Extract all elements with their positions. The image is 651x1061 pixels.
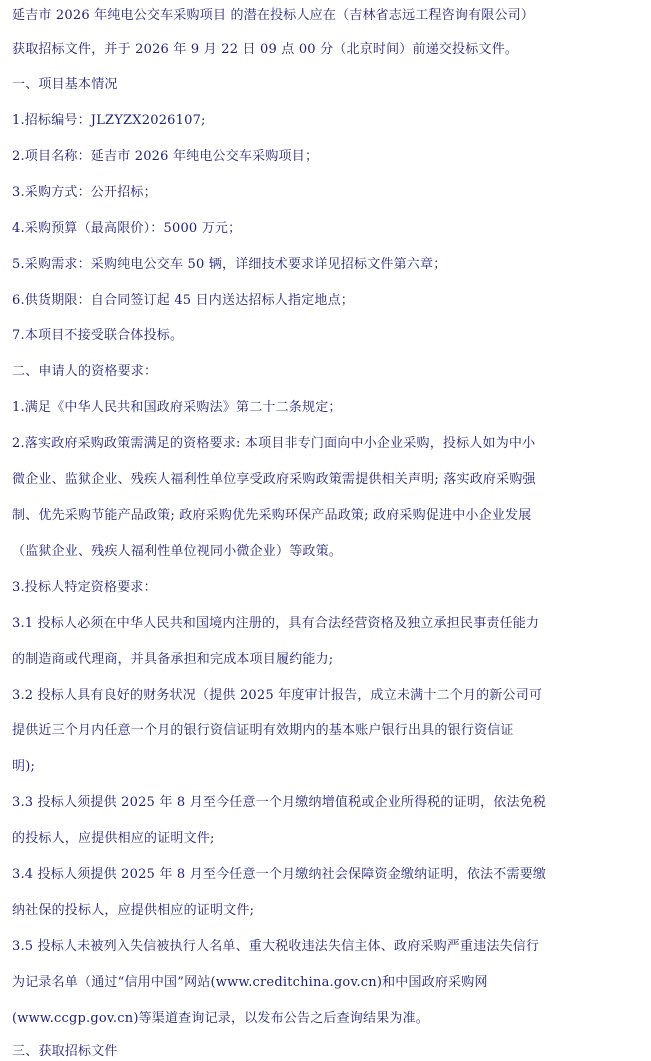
req-3-4-line-2: 纳社保的投标人，应提供相应的证明文件;: [12, 903, 255, 918]
item-delivery-period: 6.供货期限：自合同签订起 45 日内送达招标人指定地点；: [12, 293, 355, 308]
req-3-5-line-3: (www.ccgp.gov.cn)等渠道查询记录，以发布公告之后查询结果为准。: [12, 1011, 429, 1026]
item-tender-number: 1.招标编号：JLZYZX2026107;: [12, 113, 206, 128]
intro-line-1: 延吉市 2026 年纯电公交车采购项目 的潜在投标人应在（吉林省志远工程咨询有限公司）: [12, 8, 535, 23]
req-2-line-2: 微企业、监狱企业、残疾人福利性单位享受政府采购政策需提供相关声明; 落实政府采购强: [12, 472, 536, 487]
req-3-4-line-1: 3.4 投标人须提供 2025 年 8 月至今任意一个月缴纳社会保障资金缴纳证明，依法不需要缴: [12, 867, 547, 882]
req-3-3-line-2: 的投标人，应提供相应的证明文件;: [12, 831, 215, 846]
section-heading-2: 二、申请人的资格要求：: [12, 364, 158, 379]
req-3-3-line-1: 3.3 投标人须提供 2025 年 8 月至今任意一个月缴纳增值税或企业所得税的证明，依法免税: [12, 795, 547, 810]
req-3-5-line-2: 为记录名单（通过“信用中国”网站(www.creditchina.gov.cn)和中国政府采购网: [12, 975, 488, 990]
section-heading-1: 一、项目基本情况: [12, 77, 118, 92]
item-project-name: 2.项目名称：延吉市 2026 年纯电公交车采购项目；: [12, 149, 319, 164]
req-2-line-3: 制、优先采购节能产品政策; 政府采购优先采购环保产品政策; 政府采购促进中小企业发展: [12, 508, 532, 523]
item-no-consortium: 7.本项目不接受联合体投标。: [12, 328, 184, 343]
req-2-line-1: 2.落实政府采购政策需满足的资格要求: 本项目非专门面向中小企业采购，投标人如为中小: [12, 436, 536, 451]
req-3-2-line-3: 明);: [12, 759, 36, 774]
req-3-5-line-1: 3.5 投标人未被列入失信被执行人名单、重大税收违法失信主体、政府采购严重违法失信行: [12, 939, 540, 954]
section-heading-3: 三、获取招标文件: [12, 1044, 118, 1059]
req-3-2-line-2: 提供近三个月内任意一个月的银行资信证明有效期内的基本账户银行出具的银行资信证: [12, 723, 514, 738]
req-2-line-4: （监狱企业、残疾人福利性单位视同小微企业）等政策。: [12, 544, 343, 559]
req-3-1-line-1: 3.1 投标人必须在中华人民共和国境内注册的，具有合法经营资格及独立承担民事责任能力: [12, 616, 540, 631]
req-3-1-line-2: 的制造商或代理商，并具备承担和完成本项目履约能力;: [12, 652, 334, 667]
req-3-2-line-1: 3.2 投标人具有良好的财务状况（提供 2025 年度审计报告，成立未满十二个月的新公司可: [12, 688, 543, 703]
intro-line-2: 获取招标文件，并于 2026 年 9 月 22 日 09 点 00 分（北京时间）前递交投标文件。: [12, 42, 519, 57]
item-demand: 5.采购需求：采购纯电公交车 50 辆，详细技术要求详见招标文件第六章；: [12, 257, 447, 272]
item-budget: 4.采购预算（最高限价）：5000 万元；: [12, 221, 242, 236]
req-3-heading: 3.投标人特定资格要求：: [12, 580, 157, 595]
item-procurement-method: 3.采购方式：公开招标；: [12, 185, 157, 200]
req-1: 1.满足《中华人民共和国政府采购法》第二十二条规定；: [12, 400, 342, 415]
